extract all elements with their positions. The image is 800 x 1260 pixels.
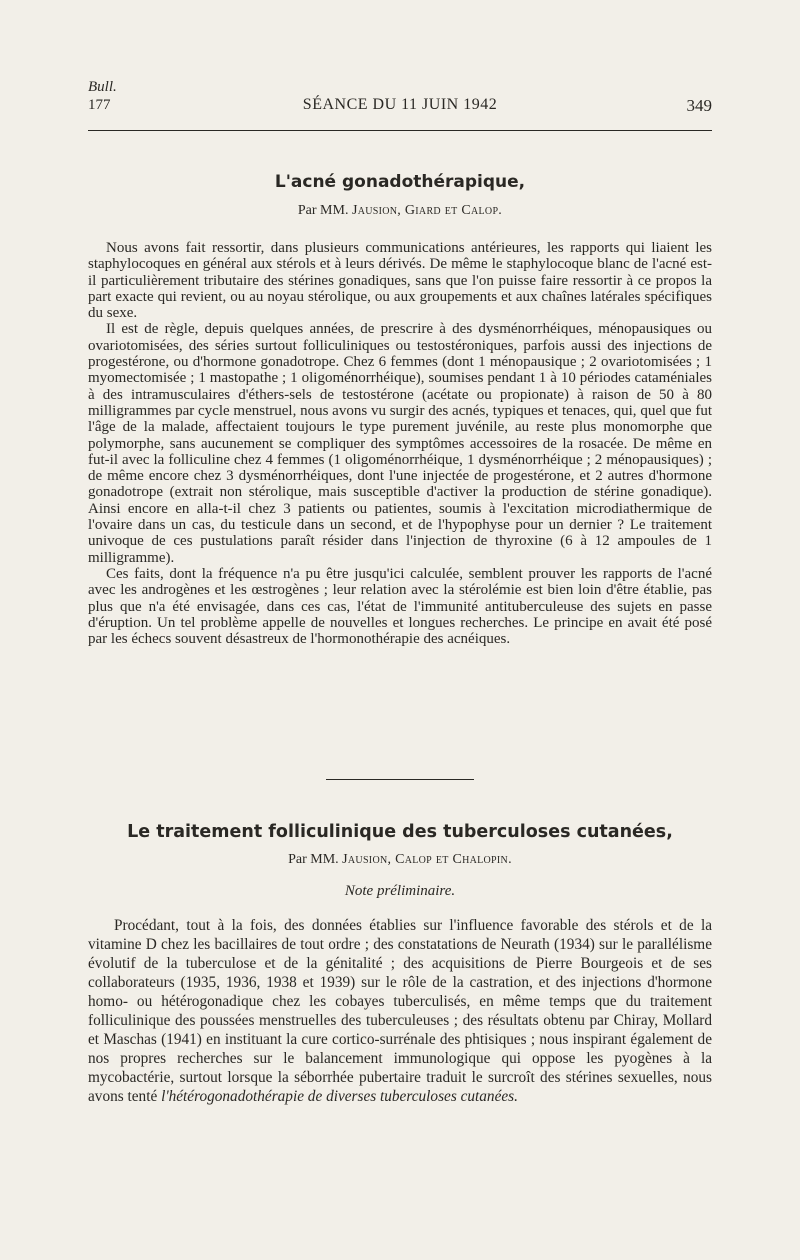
article1-title: L'acné gonadothérapique,	[274, 172, 526, 192]
article1-authors	[88, 203, 712, 219]
article2-author-names: Jausion, Calop et Chalopin.	[342, 852, 512, 867]
article1-author-names: Jausion, Giard et Calop.	[351, 203, 503, 218]
article2-subtitle: Note préliminaire.	[344, 883, 456, 899]
page-number: 349	[686, 96, 712, 115]
running-title: SÉANCE DU 11 JUIN 1942	[302, 96, 498, 113]
paragraph	[88, 916, 712, 1106]
section-divider	[326, 779, 474, 780]
paragraph-italic-text: l'hétérogonadothérapie de diverses tuberculoses cutanées.	[161, 1088, 518, 1105]
paragraph: Il est de règle, depuis quelques années, de prescrire à des dysménorrhéiques, ménopausiques ou ovariotomisées, des séries surtout folliculiniques ou testostéroniques, parfois aussi des injections de progestérone, ou d'hormone gonadotrope. Chez 6 femmes (dont 1 ménopausique ; 2 ovariotomisées ; 1 myomectomisée ; 1 mastopathe ; 1 oligoménorrhéique), soumises pendant 1 à 10 périodes cataméniales à des intramusculaires d'éthers-sels de testostérone (acétate ou propionate) à raison de 50 à 80 milligrammes par cycle menstruel, nous avons vu surgir des acnés, typiques et tenaces, qui, quel que fut l'âge de la malade, affectaient toujours le type purement juvénile, au reste plus monomorphe que polymorphe, sans aucunement se compliquer des symptômes accessoires de la rosacée. De même en fut-il avec la folliculine chez 4 femmes (1 oligoménorrhéique, 1 dysménorrhéique ; 2 ménopausiques) ; de même encore chez 3 dysménorrhéiques, dont l'une injectée de progestérone, et 2 autres d'hormone gonadotrope (extrait non stérolique, mais susceptible d'activer la production de stérine gonadique). Ainsi encore en alla-t-il chez 3 patients ou patientes, soumis à l'excitation microdiathermique de l'ovaire dans un cas, du testicule dans un second, et de l'hypophyse pour un dernier ? Le traitement univoque de ces pustulations paraît résider dans l'injection de thyroxine (6 à 12 ampoules de 1 milligramme).	[88, 321, 712, 566]
article2-authors	[88, 852, 712, 868]
paragraph: Nous avons fait ressortir, dans plusieurs communications antérieures, les rapports qui liaient les staphylocoques en général aux stérols et à leurs dérivés. De même le staphylocoque blanc de l'acné est-il particulièrement tributaire des stérines gonadiques, sans que l'on puisse faire ressortir à ce propos la part exacte qui revient, ou au noyau stérolique, ou aux groupements et aux chaînes latérales spécifiques du sexe.	[88, 240, 712, 322]
running-header	[88, 96, 712, 120]
article1-authors-prefix: Par MM.	[297, 203, 349, 218]
journal-abbrev: Bull.	[88, 79, 117, 95]
paragraph-text: Procédant, tout à la fois, des données établies sur l'influence favorable des stérols et de la vitamine D chez les bacillaires de tout ordre ; des constatations de Neurath (1934) sur le parallélisme évolutif de la tuberculose et de la génitalité ; des acquisitions de Pierre Bourgeois et de ses collaborateurs (1935, 1936, 1938 et 1939) sur le rôle de la castration, et des injections d'hormone homo- ou hétérogonadique chez les cobayes tuberculisés, en même temps que du traitement folliculinique des poussées menstruelles des tuberculeuses ; des résultats obtenu par Chiray, Mollard et Maschas (1941) en instituant la cure cortico-surrénale des phtisiques ; nous inspirant également de nos propres recherches sur le balancement immunologique qui oppose les pyogènes à la mycobactérie, surtout lorsque la séborrhée pubertaire traduit le surcroît des stérines sexuelles, nous avons tenté	[88, 917, 712, 1105]
article2-body	[88, 916, 712, 1106]
article2-authors-prefix: Par MM.	[288, 852, 339, 867]
article2-title: Le traitement folliculinique des tuberculoses cutanées,	[127, 822, 673, 842]
paragraph: Ces faits, dont la fréquence n'a pu être jusqu'ici calculée, semblent prouver les rapports de l'acné avec les androgènes et les œstrogènes ; leur relation avec la stérolémie est bien loin d'être établie, pas plus que n'a été envisagée, dans ces cas, l'état de l'immunité antituberculeuse des sujets en passe d'éruption. Un tel problème appelle de nouvelles et longues recherches. Le principe en avait été posé par les échecs souvent désastreux de l'hormonothérapie des acnéiques.	[88, 565, 712, 648]
volume-number: 177	[88, 97, 111, 113]
article1-body	[88, 240, 712, 647]
header-rule	[88, 130, 712, 131]
